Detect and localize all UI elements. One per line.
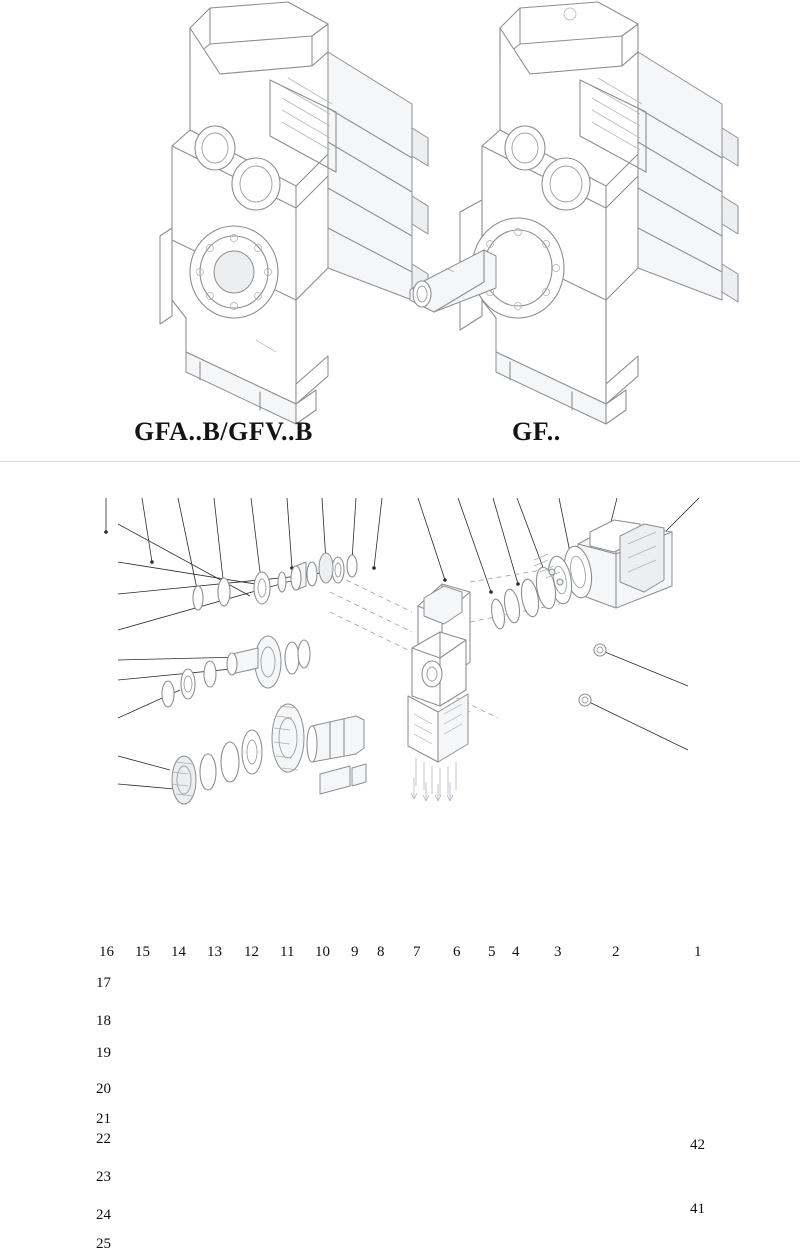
callout-15: 15 [135, 944, 150, 960]
part-main-housing [408, 584, 470, 796]
part-gear-shaft-assembly [172, 704, 366, 804]
callout-42: 42 [690, 1137, 705, 1153]
callout-41: 41 [690, 1201, 705, 1217]
callout-16: 16 [99, 944, 114, 960]
callout-2: 2 [612, 944, 620, 960]
callout-9: 9 [351, 944, 359, 960]
leader-lines-right [585, 650, 688, 750]
gearbox-view-gf [400, 0, 730, 410]
callout-20: 20 [96, 1081, 111, 1097]
callout-22: 22 [96, 1131, 111, 1147]
gearbox-right-body [410, 2, 738, 424]
callout-3: 3 [554, 944, 562, 960]
exploded-components [162, 520, 672, 804]
callout-7: 7 [413, 944, 421, 960]
gearbox-left-body [160, 2, 428, 424]
callout-11: 11 [280, 944, 295, 960]
callout-14: 14 [171, 944, 186, 960]
callout-21: 21 [96, 1111, 111, 1127]
part-flange-rings [489, 544, 595, 630]
callout-1: 1 [694, 944, 702, 960]
callout-4: 4 [512, 944, 520, 960]
callout-8: 8 [377, 944, 385, 960]
top-assembly-views [0, 0, 800, 462]
callout-10: 10 [315, 944, 330, 960]
callout-23: 23 [96, 1169, 111, 1185]
callout-5: 5 [488, 944, 496, 960]
part-right-lower-fasteners [579, 644, 606, 706]
callout-6: 6 [453, 944, 461, 960]
exploded-parts-view [0, 462, 800, 1252]
callout-19: 19 [96, 1045, 111, 1061]
caption-gfab-gfvb: GFA..B/GFV..B [134, 417, 313, 446]
callout-24: 24 [96, 1207, 111, 1223]
callout-17: 17 [96, 975, 111, 991]
callout-12: 12 [244, 944, 259, 960]
callout-18: 18 [96, 1013, 111, 1029]
part-mid-shaft-assembly [162, 636, 310, 707]
part-motor-adapter [578, 520, 672, 608]
exploded-drawing [0, 462, 800, 800]
callout-25: 25 [96, 1236, 111, 1252]
caption-gf: GF.. [512, 417, 561, 446]
callout-13: 13 [207, 944, 222, 960]
